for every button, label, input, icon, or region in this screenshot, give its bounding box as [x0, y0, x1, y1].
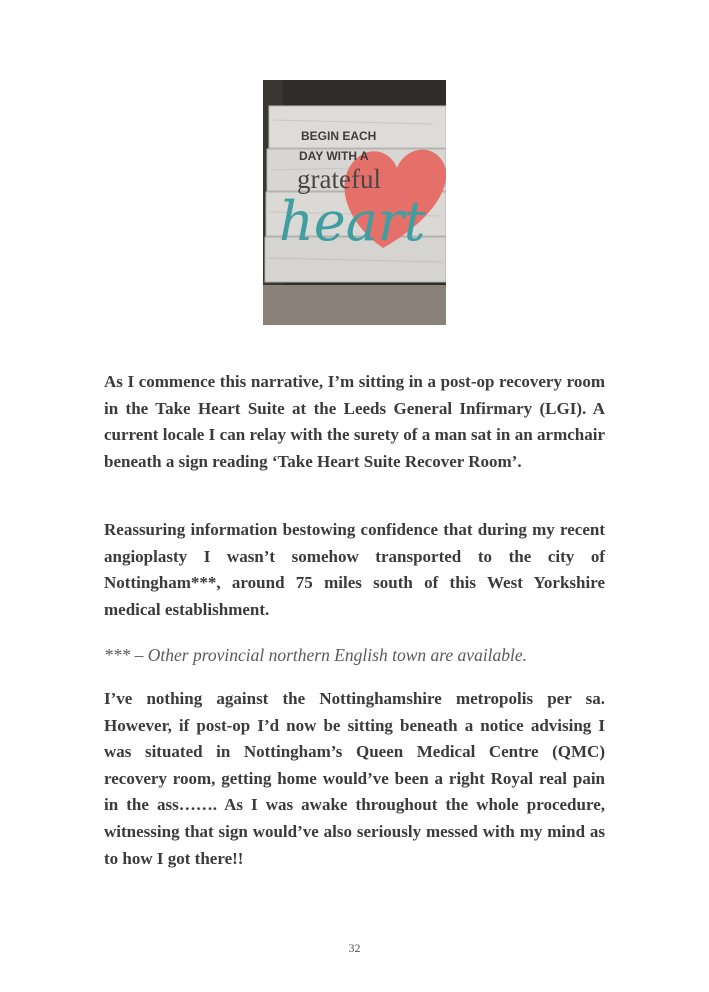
- paragraph-2: Reassuring information bestowing confidence that during my recent angioplasty I wasn’t somehow transported to the city of Nottingham***, around 75 miles south of this West Yorkshire medical establishment.: [104, 520, 605, 619]
- footnote: *** – Other provincial northern English town are available.: [104, 645, 528, 665]
- sign-illustration: [263, 80, 446, 325]
- sign-line-1: BEGIN EACH: [301, 129, 377, 143]
- grateful-heart-sign-photo: [263, 80, 446, 325]
- sign-line-4: heart: [279, 190, 426, 253]
- sign-line-3: grateful: [297, 164, 381, 194]
- sign-line-2: DAY WITH A: [299, 149, 369, 163]
- paragraph-1: As I commence this narrative, I’m sitting in a post-op recovery room in the Take Heart Suite at the Leeds General Infirmary (LGI). A current locale I can relay with the surety of a man sat in an armchair beneath a sign reading ‘Take Heart Suite Recover Room’.: [104, 372, 605, 471]
- page-number: 32: [348, 941, 361, 955]
- paragraph-3: I’ve nothing against the Nottinghamshire metropolis per sa. However, if post-op I’d now be sitting beneath a notice advising I was situated in Nottingham’s Queen Medical Centre (QMC) recovery room, getting home would’ve been a right Royal real pain in the ass……. As I was awake throughout the whole procedure, witnessing that sign would’ve also seriously messed with my mind as to how I got there!!: [104, 689, 605, 868]
